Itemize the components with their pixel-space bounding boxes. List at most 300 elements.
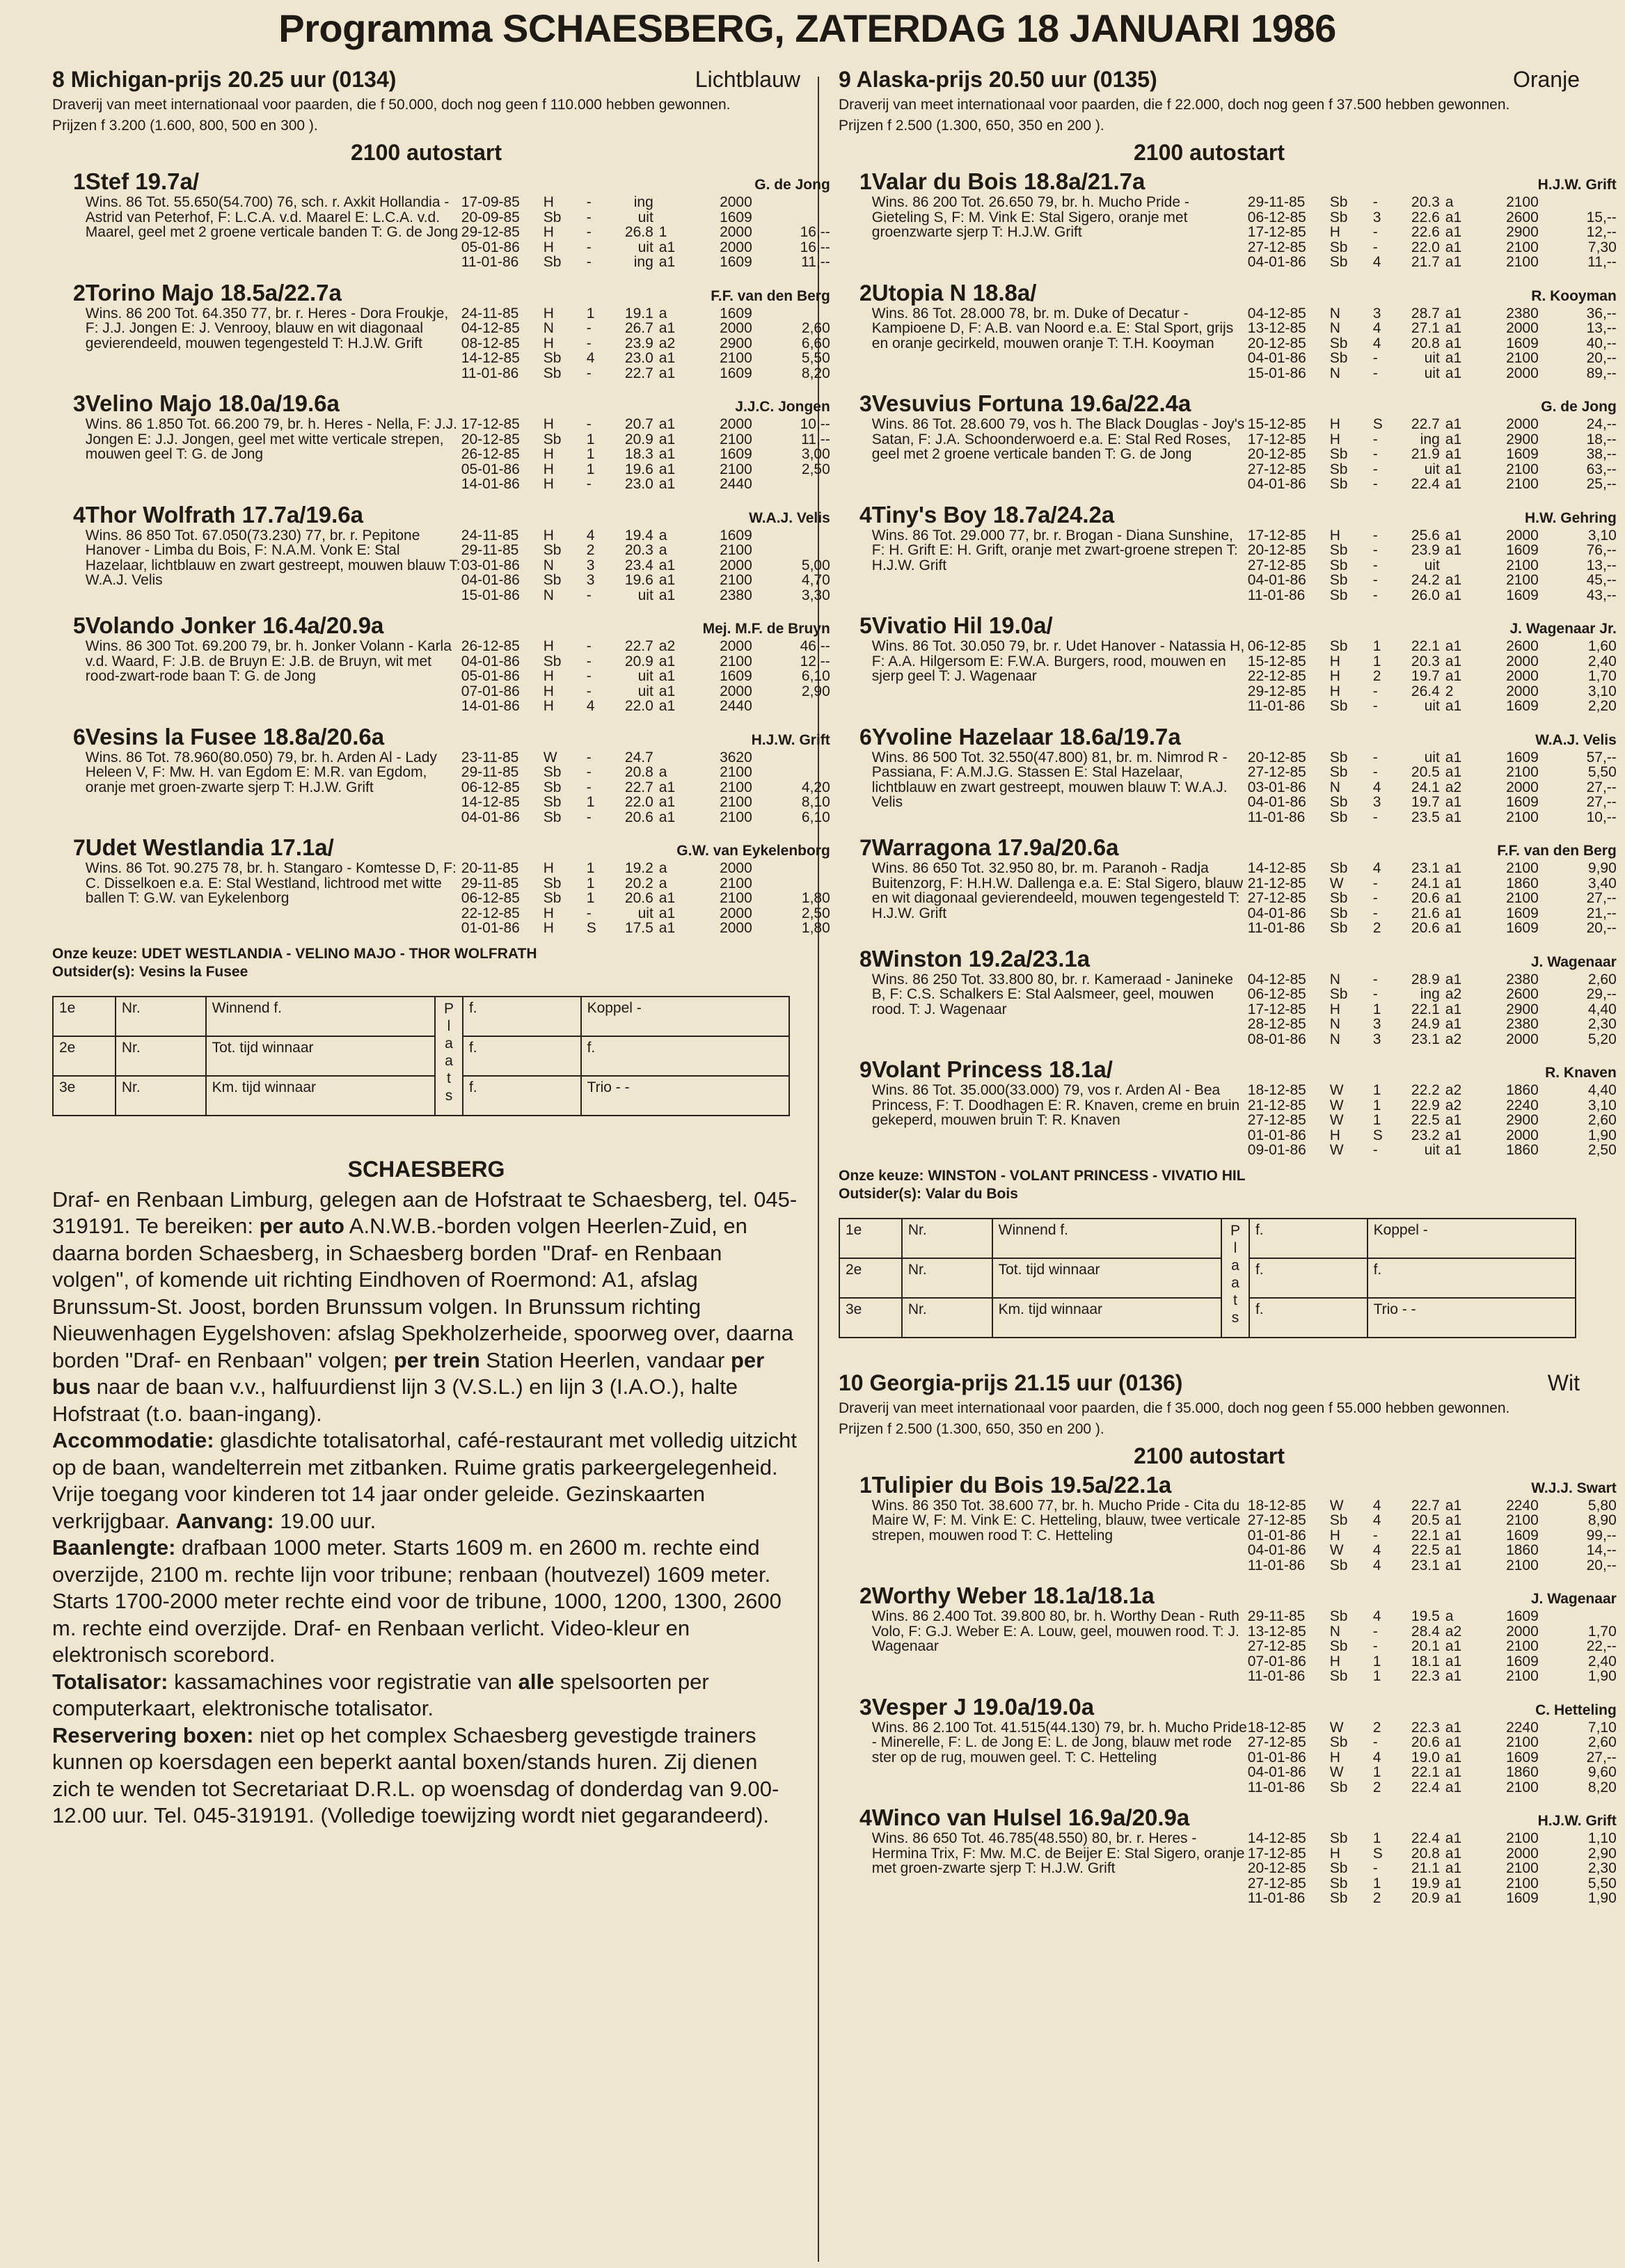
result-date: 24-11-85 bbox=[461, 305, 519, 322]
result-date: 06-12-85 bbox=[461, 890, 520, 906]
extra-cell[interactable]: Koppel - bbox=[1368, 1219, 1576, 1258]
betting-row bbox=[53, 997, 789, 1036]
result-place: - bbox=[586, 239, 592, 255]
result-time: 20.2 bbox=[624, 875, 653, 891]
result-type: a bbox=[658, 860, 667, 876]
result-row bbox=[1248, 639, 1617, 654]
result-distance: 2100 bbox=[720, 779, 752, 795]
horse-trainer: R. Kooyman bbox=[1531, 287, 1617, 304]
result-date: 27-12-85 bbox=[1247, 890, 1306, 906]
result-place: - bbox=[586, 476, 592, 492]
result-track: Sb bbox=[1329, 335, 1348, 351]
result-odds: 2,60 bbox=[1587, 971, 1617, 988]
result-date: 05-01-86 bbox=[461, 668, 520, 684]
result-track: Sb bbox=[1329, 446, 1348, 462]
result-distance: 1609 bbox=[1506, 794, 1539, 810]
result-date: 29-11-85 bbox=[461, 875, 519, 891]
result-type: a1 bbox=[1445, 1542, 1462, 1558]
result-place: - bbox=[586, 764, 592, 780]
result-odds: 4,40 bbox=[1587, 1001, 1617, 1017]
horse-number: 1 bbox=[73, 169, 86, 194]
result-odds: 3,10 bbox=[1587, 527, 1617, 544]
result-track: Sb bbox=[1329, 254, 1348, 270]
result-row bbox=[461, 699, 830, 714]
extra-cell[interactable]: Koppel - bbox=[581, 997, 789, 1036]
result-time: 23.1 bbox=[1411, 860, 1440, 876]
result-place: 1 bbox=[586, 305, 595, 322]
result-track: N bbox=[1329, 365, 1340, 381]
result-place: - bbox=[1372, 698, 1378, 714]
result-row bbox=[1248, 255, 1617, 270]
horse-body bbox=[872, 280, 1617, 381]
outsider: Outsider(s): Vesins la Fusee bbox=[52, 963, 248, 980]
result-odds: 8,10 bbox=[801, 794, 830, 810]
nr-cell[interactable]: Nr. bbox=[116, 1076, 206, 1116]
horse-trainer: H.J.W. Grift bbox=[1537, 1813, 1617, 1829]
horse-trainer: J. Wagenaar Jr. bbox=[1509, 621, 1617, 637]
result-date: 11-01-86 bbox=[1247, 1890, 1306, 1906]
accommodatie-label: Accommodatie: bbox=[52, 1428, 214, 1452]
result-odds: 6,60 bbox=[801, 335, 830, 351]
result-place: - bbox=[1372, 1860, 1378, 1876]
result-distance: 2600 bbox=[1506, 638, 1539, 654]
result-distance: 1609 bbox=[720, 305, 752, 322]
result-place: - bbox=[1372, 431, 1378, 447]
f-cell[interactable]: f. bbox=[1249, 1258, 1368, 1298]
result-time: 22.1 bbox=[1411, 1527, 1440, 1544]
result-type: a1 bbox=[1445, 1127, 1462, 1143]
horse-entry bbox=[839, 501, 1617, 603]
result-row bbox=[1248, 210, 1617, 225]
result-date: 20-12-85 bbox=[1247, 749, 1306, 766]
result-type: a1 bbox=[1445, 1512, 1462, 1528]
f-cell[interactable]: f. bbox=[463, 1036, 581, 1076]
result-distance: 2000 bbox=[720, 194, 752, 210]
result-row bbox=[1248, 336, 1617, 351]
result-type: a1 bbox=[658, 365, 676, 381]
horse-name: Yvoline Hazelaar 18.6a/19.7a bbox=[871, 723, 1181, 750]
race-conditions: Draverij van meet internationaal voor paarden, die f 50.000, doch nog geen f 110.000 hebben gewonnen. bbox=[52, 97, 731, 113]
result-distance: 2380 bbox=[720, 587, 752, 603]
result-track: W bbox=[1329, 1764, 1344, 1780]
result-time: 19.7 bbox=[1411, 794, 1440, 810]
result-place: - bbox=[586, 224, 592, 240]
result-type: a1 bbox=[1445, 764, 1462, 780]
result-time: 22.7 bbox=[1411, 1497, 1440, 1514]
result-type: a1 bbox=[1445, 875, 1462, 891]
result-type: a1 bbox=[658, 572, 676, 588]
race-10 bbox=[839, 1370, 1617, 1906]
reservering-label: Reservering boxen: bbox=[52, 1722, 254, 1747]
horse-name: Tulipier du Bois 19.5a/22.1a bbox=[871, 1471, 1172, 1498]
result-place: - bbox=[586, 668, 592, 684]
race-prizes: Prijzen f 3.200 (1.600, 800, 500 en 300 ). bbox=[52, 118, 318, 134]
horse-info: Wins. 86 Tot. 30.050 79, br. r. Udet Hanover - Natassia H, F: A.A. Hilgersom E: F.W.A. Burgers, rood, mouwen en sjerp geel T: J. Wagenaar bbox=[871, 638, 1245, 684]
nr-cell[interactable]: Nr. bbox=[902, 1219, 992, 1258]
result-date: 05-01-86 bbox=[461, 239, 520, 255]
result-date: 13-12-85 bbox=[1247, 1623, 1306, 1640]
horse-trainer: G. de Jong bbox=[754, 177, 830, 193]
result-time: 23.0 bbox=[624, 476, 653, 492]
result-distance: 1609 bbox=[720, 209, 752, 225]
horse-info: Wins. 86 2.100 Tot. 41.515(44.130) 79, br. h. Mucho Pride - Minerelle, F: L. de Jong E: L. de Jong, blauw met rode ster op de rug, mouwen geel. T: C. Hetteling bbox=[871, 1719, 1247, 1766]
place-cell: 1e bbox=[53, 997, 116, 1036]
nr-cell[interactable]: Nr. bbox=[902, 1298, 992, 1338]
result-type: a1 bbox=[1445, 794, 1462, 810]
result-track: H bbox=[1329, 1749, 1340, 1766]
result-odds: 1,70 bbox=[1587, 1623, 1617, 1640]
result-distance: 1609 bbox=[1506, 905, 1539, 921]
race-header bbox=[52, 67, 800, 93]
result-distance: 1609 bbox=[1506, 446, 1539, 462]
result-date: 07-01-86 bbox=[1247, 1653, 1306, 1670]
result-time: 20.6 bbox=[1411, 1734, 1440, 1750]
betting-row bbox=[839, 1298, 1576, 1338]
result-odds: 36,-- bbox=[1586, 305, 1617, 322]
result-track: H bbox=[1329, 653, 1340, 669]
place-cell: 1e bbox=[839, 1219, 902, 1258]
result-date: 06-12-85 bbox=[1247, 638, 1306, 654]
result-place: - bbox=[1372, 749, 1378, 766]
horse-details bbox=[872, 417, 1617, 492]
result-date: 15-12-85 bbox=[1247, 653, 1306, 669]
result-row bbox=[461, 810, 830, 825]
horse-body bbox=[86, 612, 830, 714]
result-date: 11-01-86 bbox=[1247, 698, 1306, 714]
result-time: 23.1 bbox=[1411, 1031, 1440, 1047]
result-track: H bbox=[543, 683, 554, 699]
result-type bbox=[659, 210, 691, 225]
result-track: Sb bbox=[1329, 638, 1348, 654]
result-time: 22.0 bbox=[624, 698, 653, 714]
result-distance: 2100 bbox=[1506, 350, 1539, 366]
result-place: 1 bbox=[586, 794, 595, 810]
result-row bbox=[1248, 1780, 1617, 1795]
race-title: 10 Georgia-prijs 21.15 uur (0136) bbox=[839, 1370, 1183, 1395]
extra-cell[interactable]: f. bbox=[1368, 1258, 1576, 1298]
result-date: 04-12-85 bbox=[1247, 971, 1306, 988]
result-time: 23.2 bbox=[1411, 1127, 1440, 1143]
result-distance: 2100 bbox=[720, 809, 752, 825]
result-track: H bbox=[1329, 416, 1340, 432]
result-row bbox=[1248, 1720, 1617, 1736]
result-row bbox=[461, 255, 830, 270]
horse-top bbox=[872, 502, 1617, 528]
result-odds bbox=[752, 861, 830, 876]
result-row bbox=[461, 861, 830, 876]
result-odds: 5,20 bbox=[1587, 1031, 1617, 1047]
result-track: H bbox=[543, 527, 554, 544]
result-time: uit bbox=[637, 209, 653, 225]
result-row bbox=[461, 195, 830, 210]
nr-cell[interactable]: Nr. bbox=[902, 1258, 992, 1298]
result-type: a1 bbox=[1445, 461, 1462, 477]
f-cell[interactable]: f. bbox=[463, 1076, 581, 1116]
result-distance: 2100 bbox=[1506, 1668, 1539, 1684]
horse-name: Vesins la Fusee 18.8a/20.6a bbox=[85, 723, 385, 750]
schaesberg-text bbox=[52, 1187, 800, 1830]
result-track: H bbox=[1329, 431, 1340, 447]
result-odds: 11,-- bbox=[801, 254, 830, 270]
result-time: 22.7 bbox=[1411, 416, 1440, 432]
result-distance: 2900 bbox=[720, 335, 752, 351]
horse-body bbox=[872, 1472, 1617, 1573]
result-date: 17-12-85 bbox=[1247, 1001, 1306, 1017]
result-place: 1 bbox=[1372, 1001, 1381, 1017]
horse-name: Udet Westlandia 17.1a/ bbox=[85, 834, 334, 860]
result-odds: 8,20 bbox=[1587, 1779, 1617, 1795]
result-date: 03-01-86 bbox=[461, 557, 520, 573]
result-distance: 2000 bbox=[720, 320, 752, 336]
horse-results bbox=[1248, 639, 1617, 714]
result-date: 29-11-85 bbox=[1247, 194, 1306, 210]
result-distance: 2100 bbox=[1506, 1734, 1539, 1750]
result-odds: 2,30 bbox=[1587, 1016, 1617, 1032]
result-row bbox=[1248, 1669, 1617, 1684]
result-distance: 1609 bbox=[1506, 749, 1539, 766]
result-type: a1 bbox=[1445, 476, 1462, 492]
horse-trainer: H.W. Gehring bbox=[1524, 509, 1617, 526]
horse-details bbox=[872, 1498, 1617, 1573]
result-track: N bbox=[1329, 305, 1340, 322]
horse-name: Torino Majo 18.5a/22.7a bbox=[85, 279, 342, 306]
result-odds: 2,90 bbox=[1587, 1845, 1617, 1862]
result-place: 1 bbox=[1372, 638, 1381, 654]
result-type: a1 bbox=[658, 653, 676, 669]
text-run: spelsoorten per computerkaart, elektronische totalisator. bbox=[52, 1669, 709, 1720]
result-time: 22.9 bbox=[1411, 1097, 1440, 1113]
result-distance: 2900 bbox=[1506, 1112, 1539, 1128]
result-date: 17-12-85 bbox=[1247, 431, 1306, 447]
horse-results bbox=[1248, 861, 1617, 936]
horse-name: Thor Wolfrath 17.7a/19.6a bbox=[85, 501, 363, 528]
result-distance: 1609 bbox=[1506, 698, 1539, 714]
result-date: 20-12-85 bbox=[1247, 1860, 1306, 1876]
result-place: - bbox=[1372, 572, 1378, 588]
result-odds: 5,50 bbox=[1587, 764, 1617, 780]
result-odds: 7,30 bbox=[1587, 239, 1617, 255]
horse-number: 2 bbox=[859, 1583, 872, 1608]
horse-top bbox=[872, 1694, 1617, 1720]
result-place: - bbox=[1372, 461, 1378, 477]
result-time: 19.1 bbox=[624, 305, 653, 322]
horse-top bbox=[872, 1472, 1617, 1498]
result-row bbox=[1248, 861, 1617, 876]
result-place: - bbox=[1372, 875, 1378, 891]
f-cell[interactable]: f. bbox=[1249, 1298, 1368, 1338]
result-type: a1 bbox=[1445, 668, 1462, 684]
result-place: 1 bbox=[1372, 653, 1381, 669]
horse-details bbox=[872, 528, 1617, 603]
horse-top bbox=[86, 390, 830, 417]
result-place: - bbox=[1372, 1638, 1378, 1654]
horse-top bbox=[872, 1583, 1617, 1609]
horse-info: Wins. 86 200 Tot. 64.350 77, br. r. Heres - Dora Froukje, F: J.J. Jongen E: J. Venrooy, blauw en wit diagonaal gevierendeeld, mouwen tegengesteld T: H.J.W. Grift bbox=[85, 305, 449, 351]
horse-entry bbox=[52, 390, 830, 492]
result-type: a1 bbox=[658, 698, 676, 714]
result-time: 20.1 bbox=[1411, 1638, 1440, 1654]
result-odds: 63,-- bbox=[1586, 461, 1617, 477]
result-date: 14-01-86 bbox=[461, 698, 520, 714]
result-time: 20.9 bbox=[624, 431, 653, 447]
page-title: Programma SCHAESBERG, ZATERDAG 18 JANUARI 1986 bbox=[278, 6, 1336, 50]
horse-details bbox=[872, 195, 1617, 270]
result-place: - bbox=[1372, 365, 1378, 381]
text-run-bold: per bus bbox=[52, 1347, 765, 1399]
result-type: a1 bbox=[1445, 209, 1462, 225]
result-track: Sb bbox=[1329, 905, 1348, 921]
result-row bbox=[1248, 1528, 1617, 1544]
result-place: - bbox=[1372, 971, 1378, 988]
result-distance: 1609 bbox=[1506, 542, 1539, 558]
result-date: 04-01-86 bbox=[1247, 794, 1306, 810]
result-time: 20.6 bbox=[624, 809, 653, 825]
result-row bbox=[461, 573, 830, 588]
result-distance: 2900 bbox=[1506, 1001, 1539, 1017]
result-place: S bbox=[586, 920, 596, 936]
result-track: H bbox=[543, 239, 554, 255]
result-distance: 2000 bbox=[720, 416, 752, 432]
result-type: a1 bbox=[1445, 860, 1462, 876]
result-time: uit bbox=[637, 587, 653, 603]
horse-results bbox=[1248, 750, 1617, 825]
result-track: W bbox=[1329, 1497, 1344, 1514]
result-odds bbox=[752, 750, 830, 766]
result-distance: 2000 bbox=[720, 224, 752, 240]
result-row bbox=[461, 921, 830, 936]
f-cell[interactable]: f. bbox=[463, 997, 581, 1036]
result-row bbox=[1248, 1083, 1617, 1098]
extra-cell[interactable]: f. bbox=[581, 1036, 789, 1076]
result-odds bbox=[752, 543, 830, 558]
nr-cell[interactable]: Nr. bbox=[116, 1036, 206, 1076]
betting-table bbox=[839, 1218, 1576, 1338]
result-place: - bbox=[1372, 1623, 1378, 1640]
result-row bbox=[1248, 1002, 1617, 1017]
result-row bbox=[1248, 1143, 1617, 1158]
result-odds bbox=[752, 306, 830, 322]
result-row bbox=[1248, 921, 1617, 936]
result-date: 04-01-86 bbox=[461, 809, 520, 825]
result-type: a1 bbox=[1445, 572, 1462, 588]
result-time: 19.5 bbox=[1411, 1608, 1440, 1624]
horse-name: Vesper J 19.0a/19.0a bbox=[871, 1693, 1095, 1720]
result-track: N bbox=[1329, 1031, 1340, 1047]
totalisator-label: Totalisator: bbox=[52, 1669, 168, 1694]
result-place: 3 bbox=[586, 572, 595, 588]
result-type: a1 bbox=[1445, 1557, 1462, 1573]
result-distance: 2000 bbox=[720, 239, 752, 255]
horse-entry bbox=[839, 1583, 1617, 1684]
result-track: Sb bbox=[1329, 587, 1348, 603]
result-distance: 2000 bbox=[1506, 1031, 1539, 1047]
text-run: Station Heerlen, vandaar bbox=[479, 1347, 731, 1372]
extra-cell[interactable]: Trio - - bbox=[1368, 1298, 1576, 1338]
result-row bbox=[1248, 1098, 1617, 1113]
horse-name: Velino Majo 18.0a/19.6a bbox=[85, 390, 340, 416]
result-date: 20-11-85 bbox=[461, 860, 519, 876]
result-odds: 3,10 bbox=[1587, 1097, 1617, 1113]
f-cell[interactable]: f. bbox=[1249, 1219, 1368, 1258]
result-odds: 4,20 bbox=[801, 779, 830, 795]
result-date: 15-12-85 bbox=[1247, 416, 1306, 432]
result-odds: 9,90 bbox=[1587, 860, 1617, 876]
result-row bbox=[1248, 225, 1617, 240]
horse-top bbox=[872, 724, 1617, 750]
horse-info: Wins. 86 Tot. 28.000 78, br. m. Duke of Decatur - Kampioene D, F: A.B. van Noord e.a. E: Stal Sport, grijs en oranje gecirkeld, mouwen oranje T: T.H. Kooyman bbox=[871, 305, 1234, 351]
result-row bbox=[461, 558, 830, 573]
horse-body bbox=[86, 724, 830, 825]
result-odds: 20,-- bbox=[1586, 350, 1617, 366]
result-date: 22-12-85 bbox=[461, 905, 520, 921]
extra-cell[interactable]: Trio - - bbox=[581, 1076, 789, 1116]
horse-number: 1 bbox=[859, 1472, 872, 1498]
result-track: Sb bbox=[1329, 698, 1348, 714]
horse-info: Wins. 86 Tot. 78.960(80.050) 79, br. h. Arden Al - Lady Heleen V, F: Mw. H. van Egdom E: M.R. van Egdom, oranje met groen-zwarte sjerp T: H.J.W. Grift bbox=[85, 749, 437, 795]
result-row bbox=[1248, 1639, 1617, 1654]
result-odds bbox=[752, 210, 830, 225]
result-row bbox=[1248, 240, 1617, 255]
horse-entry bbox=[839, 390, 1617, 492]
result-time: 20.8 bbox=[1411, 335, 1440, 351]
result-type: a2 bbox=[1445, 1623, 1462, 1640]
text-run: niet op het complex Schaesberg gevestigde trainers kunnen op koersdagen een beperkt aantal boxen/stands huren. Zij dienen zich te wenden tot Secretariaat D.R.L. op woensdag of donderdag van 9.00-12.00 uur. Tel. 045-319191. (Volledige toewijzing wordt niet gegarandeerd). bbox=[52, 1722, 779, 1827]
result-date: 14-12-85 bbox=[461, 350, 520, 366]
result-time: 20.7 bbox=[624, 416, 653, 432]
result-track: W bbox=[1329, 1097, 1344, 1113]
horse-details bbox=[86, 195, 830, 270]
horse-results bbox=[461, 306, 830, 381]
result-date: 09-01-86 bbox=[1247, 1142, 1306, 1158]
horse-results bbox=[1248, 417, 1617, 492]
result-distance: 2100 bbox=[1506, 1830, 1539, 1846]
result-row bbox=[461, 321, 830, 336]
result-type: a1 bbox=[1445, 1845, 1462, 1862]
result-track: W bbox=[1329, 875, 1344, 891]
nr-cell[interactable]: Nr. bbox=[116, 997, 206, 1036]
result-type: a1 bbox=[1445, 749, 1462, 766]
result-place: - bbox=[1372, 1527, 1378, 1544]
result-track: N bbox=[1329, 1623, 1340, 1640]
result-place: 4 bbox=[1372, 1749, 1381, 1766]
result-track: Sb bbox=[1329, 461, 1348, 477]
horse-trainer: J. Wagenaar bbox=[1530, 1591, 1617, 1607]
result-type: a bbox=[1445, 1608, 1454, 1624]
result-distance: 2000 bbox=[1506, 779, 1539, 795]
result-distance: 1609 bbox=[720, 446, 752, 462]
result-distance: 2100 bbox=[1506, 1779, 1539, 1795]
result-time: 18.1 bbox=[1411, 1653, 1440, 1670]
result-type: a1 bbox=[1445, 698, 1462, 714]
result-row bbox=[461, 654, 830, 669]
result-track: Sb bbox=[543, 542, 562, 558]
result-row bbox=[461, 588, 830, 603]
horse-results bbox=[1248, 306, 1617, 381]
horse-trainer: R. Knaven bbox=[1545, 1065, 1617, 1081]
result-distance: 1609 bbox=[720, 365, 752, 381]
place-cell: 2e bbox=[839, 1258, 902, 1298]
result-place: 1 bbox=[1372, 1668, 1381, 1684]
result-place: 2 bbox=[1372, 920, 1381, 936]
result-track: N bbox=[543, 587, 554, 603]
result-distance: 1609 bbox=[1506, 1527, 1539, 1544]
result-distance: 2000 bbox=[1506, 1623, 1539, 1640]
result-row bbox=[1248, 351, 1617, 366]
result-row bbox=[461, 225, 830, 240]
horse-trainer: F.F. van den Berg bbox=[1497, 843, 1617, 859]
horse-top bbox=[872, 280, 1617, 306]
result-type: a1 bbox=[1445, 1668, 1462, 1684]
